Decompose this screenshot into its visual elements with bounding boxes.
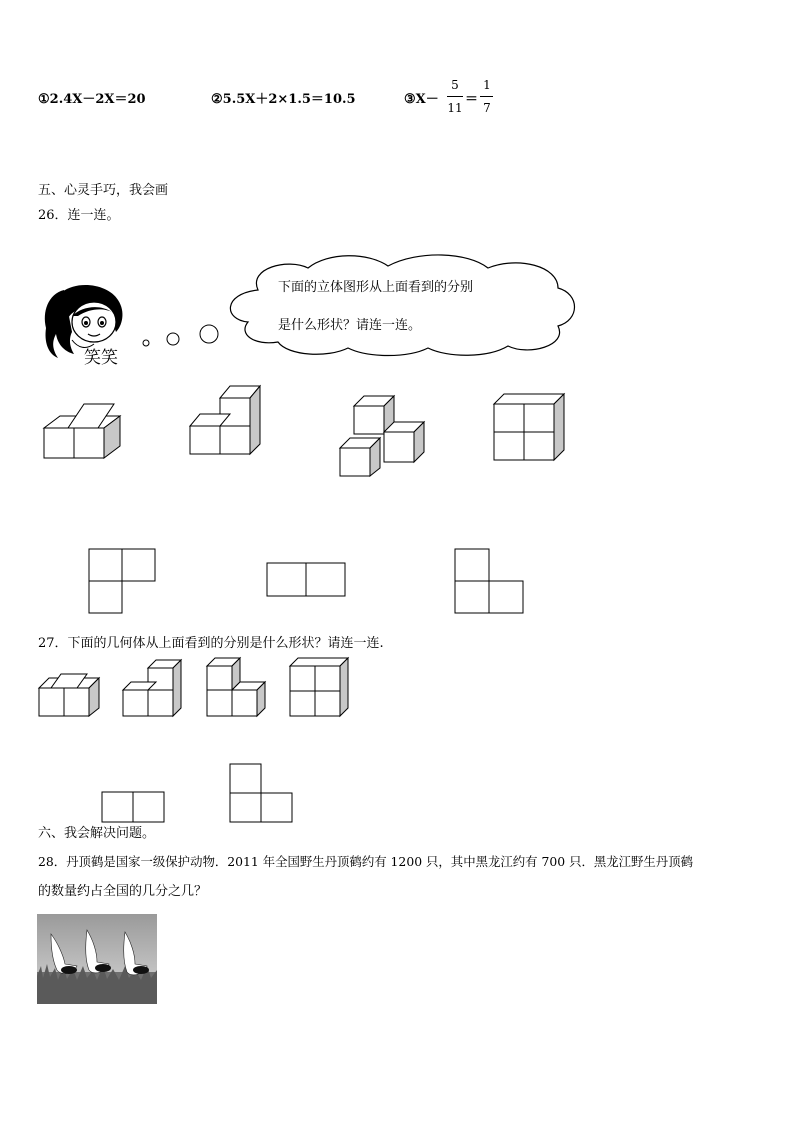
equation-3-prefix: ③X－ xyxy=(404,92,439,107)
eq3-numerator: 5 xyxy=(451,78,459,92)
question-28-line-1: 28．丹顶鹤是国家一级保护动物．2011 年全国野生丹顶鹤约有 1200 只，其中黑龙江约有 700 只．黑龙江野生丹顶鹤 xyxy=(38,854,693,869)
q26-top-view-2 xyxy=(266,562,346,598)
crane-photo xyxy=(37,914,157,1004)
q26-top-view-1 xyxy=(88,548,158,614)
bubble-text-line-1: 下面的立体图形从上面看到的分别 xyxy=(278,280,474,295)
question-26-title: 26．连一连。 xyxy=(38,208,120,223)
q27-top-view-1 xyxy=(100,790,166,824)
q27-solid-1 xyxy=(37,670,103,720)
girl-caption: 笑笑 xyxy=(84,348,118,368)
equation-1: ①2.4X－2X＝20 xyxy=(38,92,146,107)
question-27-title: 27．下面的几何体从上面看到的分别是什么形状？请连一连. xyxy=(38,636,384,651)
eq3-right-fraction-bar xyxy=(480,96,493,97)
eq3-right-numerator: 1 xyxy=(483,78,491,92)
thought-dots xyxy=(138,322,228,352)
eq3-right-denominator: 7 xyxy=(483,101,491,115)
section-6-heading: 六、我会解决问题。 xyxy=(38,826,156,841)
eq3-denominator: 11 xyxy=(447,101,463,115)
equation-2: ②5.5X＋2×1.5＝10.5 xyxy=(211,92,356,107)
eq3-fraction-bar xyxy=(447,96,463,97)
q27-top-view-2 xyxy=(228,762,294,824)
q26-solid-3 xyxy=(338,392,433,482)
bubble-text-line-2: 是什么形状？请连一连。 xyxy=(278,318,422,333)
q26-solid-1 xyxy=(42,400,132,460)
question-28-line-2: 的数量约占全国的几分之几？ xyxy=(38,884,208,899)
q27-solid-4 xyxy=(288,656,354,720)
q27-solid-2 xyxy=(121,656,187,720)
eq3-equals: ＝ xyxy=(465,92,479,107)
speech-bubble-cloud xyxy=(218,250,588,360)
q26-top-view-3 xyxy=(454,548,526,614)
q26-solid-2 xyxy=(188,382,268,457)
q27-solid-3 xyxy=(205,656,271,720)
section-5-heading: 五、心灵手巧，我会画 xyxy=(38,183,169,198)
q26-solid-4 xyxy=(492,392,572,462)
